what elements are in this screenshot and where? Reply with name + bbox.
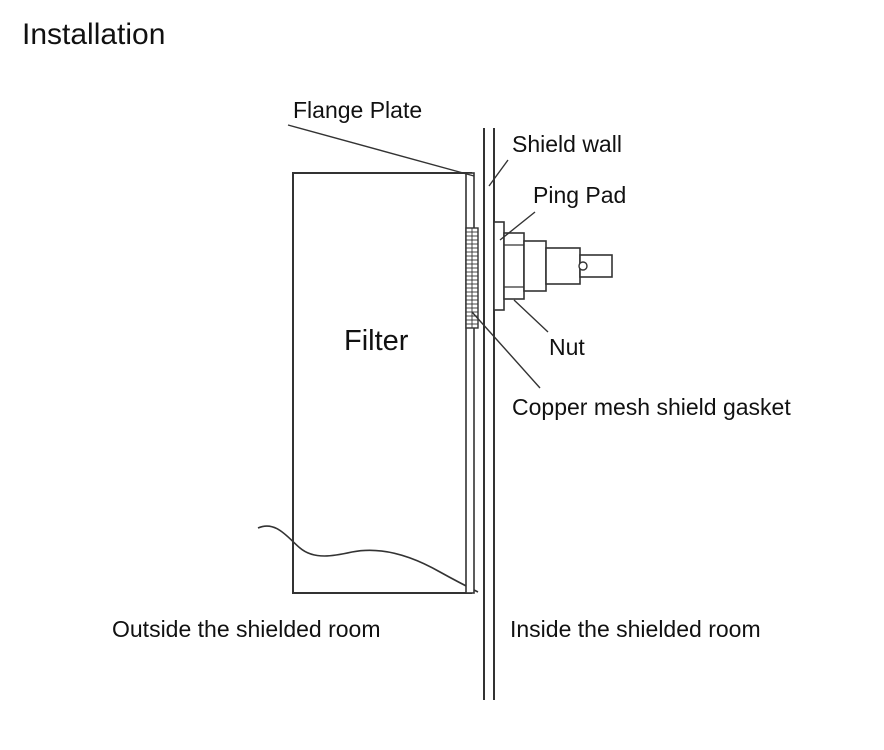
connector-body-shape [524,241,612,291]
label-copper-mesh-shield-gasket: Copper mesh shield gasket [512,394,791,420]
label-filter: Filter [344,325,409,357]
label-outside-shielded-room: Outside the shielded room [112,616,381,642]
ping-pad-shape [494,222,504,310]
page-title: Installation [22,18,166,51]
label-flange-plate: Flange Plate [293,97,423,123]
label-nut: Nut [549,334,585,360]
label-inside-shielded-room: Inside the shielded room [510,616,761,642]
nut-shape [504,233,524,299]
filter-body-shape [293,173,471,593]
label-shield-wall: Shield wall [512,131,622,157]
label-ping-pad: Ping Pad [533,182,627,208]
shield-wall-shape [484,128,494,700]
